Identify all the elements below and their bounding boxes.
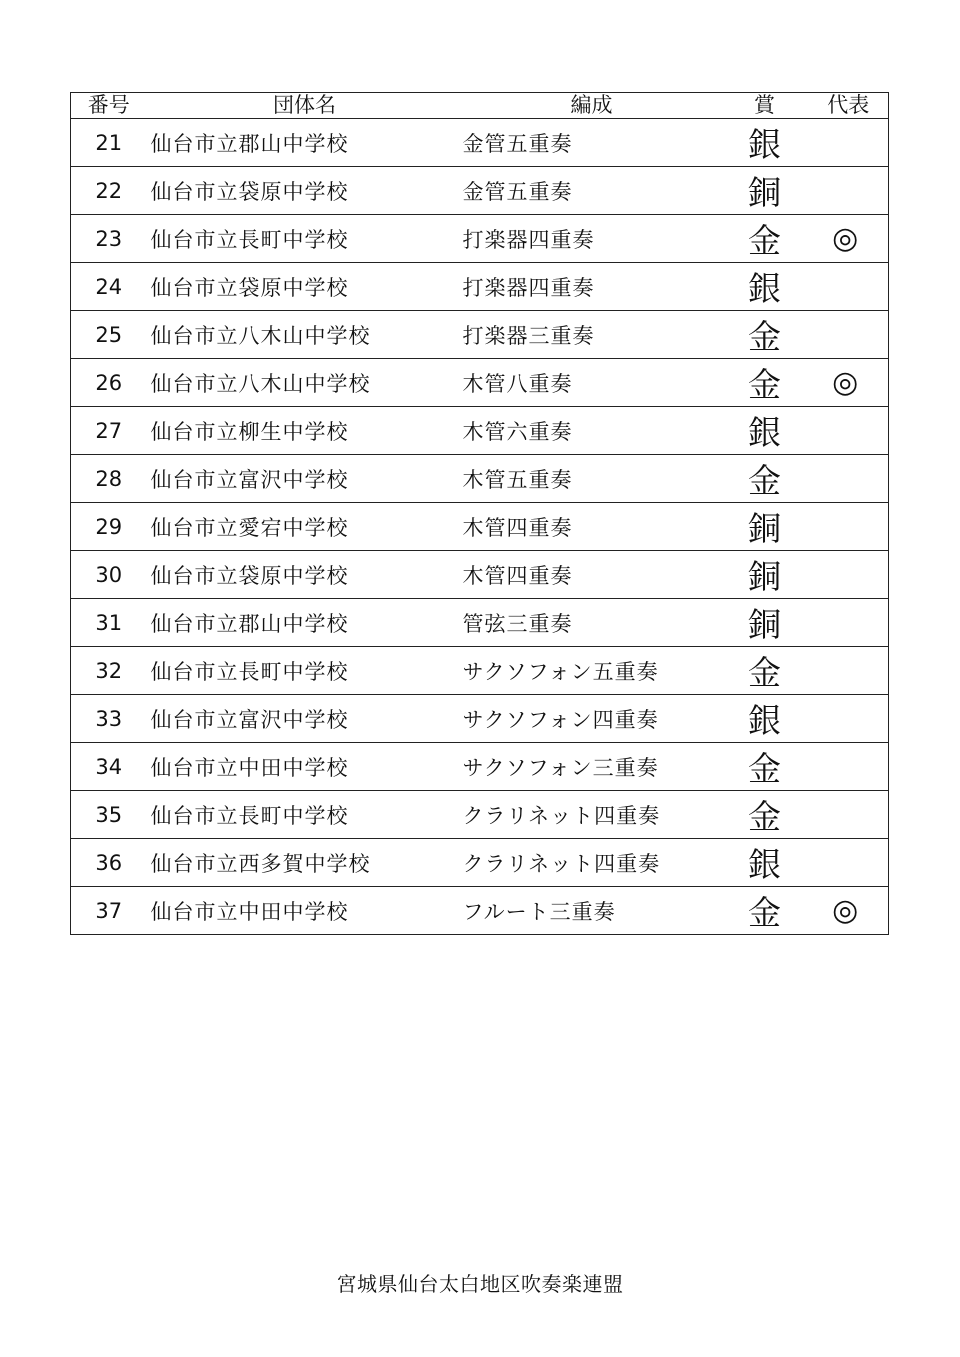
cell-representative — [809, 791, 889, 839]
cell-formation: 打楽器三重奏 — [463, 311, 721, 359]
table-row — [71, 695, 889, 743]
cell-group: 仙台市立袋原中学校 — [147, 551, 463, 599]
cell-formation: 木管六重奏 — [463, 407, 721, 455]
cell-award: 銅 — [721, 167, 809, 215]
cell-formation: サクソフォン五重奏 — [463, 647, 721, 695]
table-row — [71, 119, 889, 167]
cell-representative — [809, 311, 889, 359]
cell-award: 金 — [721, 311, 809, 359]
table-row — [71, 455, 889, 503]
cell-group: 仙台市立袋原中学校 — [147, 263, 463, 311]
cell-formation: 木管四重奏 — [463, 551, 721, 599]
cell-representative: ◎ — [809, 215, 889, 263]
cell-number: 22 — [71, 167, 147, 215]
cell-representative — [809, 263, 889, 311]
table-row — [71, 215, 889, 263]
results-body — [71, 119, 889, 935]
table-header-row — [71, 93, 889, 119]
cell-award: 金 — [721, 359, 809, 407]
cell-formation: サクソフォン三重奏 — [463, 743, 721, 791]
cell-number: 24 — [71, 263, 147, 311]
table-row — [71, 263, 889, 311]
cell-formation: 金管五重奏 — [463, 119, 721, 167]
cell-award: 金 — [721, 887, 809, 935]
cell-award: 銀 — [721, 695, 809, 743]
table-row — [71, 647, 889, 695]
cell-number: 26 — [71, 359, 147, 407]
cell-representative — [809, 551, 889, 599]
header-award: 賞 — [721, 93, 809, 119]
cell-group: 仙台市立長町中学校 — [147, 647, 463, 695]
cell-formation: 木管四重奏 — [463, 503, 721, 551]
cell-formation: サクソフォン四重奏 — [463, 695, 721, 743]
cell-number: 34 — [71, 743, 147, 791]
cell-representative — [809, 407, 889, 455]
table-row — [71, 407, 889, 455]
cell-group: 仙台市立八木山中学校 — [147, 359, 463, 407]
header-number: 番号 — [71, 93, 147, 119]
cell-number: 37 — [71, 887, 147, 935]
cell-number: 28 — [71, 455, 147, 503]
cell-representative: ◎ — [809, 359, 889, 407]
cell-number: 32 — [71, 647, 147, 695]
cell-group: 仙台市立中田中学校 — [147, 887, 463, 935]
table-row — [71, 167, 889, 215]
cell-group: 仙台市立愛宕中学校 — [147, 503, 463, 551]
cell-number: 23 — [71, 215, 147, 263]
cell-number: 35 — [71, 791, 147, 839]
cell-representative — [809, 599, 889, 647]
cell-group: 仙台市立柳生中学校 — [147, 407, 463, 455]
cell-representative — [809, 455, 889, 503]
cell-group: 仙台市立八木山中学校 — [147, 311, 463, 359]
cell-number: 33 — [71, 695, 147, 743]
cell-award: 銅 — [721, 599, 809, 647]
table-row — [71, 887, 889, 935]
cell-group: 仙台市立富沢中学校 — [147, 455, 463, 503]
cell-award: 金 — [721, 215, 809, 263]
header-formation: 編成 — [463, 93, 721, 119]
cell-award: 銀 — [721, 407, 809, 455]
cell-group: 仙台市立西多賀中学校 — [147, 839, 463, 887]
cell-award: 銅 — [721, 503, 809, 551]
cell-group: 仙台市立中田中学校 — [147, 743, 463, 791]
table-row — [71, 599, 889, 647]
cell-award: 銀 — [721, 263, 809, 311]
cell-formation: 金管五重奏 — [463, 167, 721, 215]
cell-number: 21 — [71, 119, 147, 167]
cell-award: 銅 — [721, 551, 809, 599]
table-row — [71, 359, 889, 407]
table-row — [71, 839, 889, 887]
cell-number: 29 — [71, 503, 147, 551]
cell-formation: 木管五重奏 — [463, 455, 721, 503]
cell-representative — [809, 119, 889, 167]
cell-group: 仙台市立長町中学校 — [147, 791, 463, 839]
cell-representative: ◎ — [809, 887, 889, 935]
table-row — [71, 791, 889, 839]
cell-group: 仙台市立郡山中学校 — [147, 119, 463, 167]
table-row — [71, 743, 889, 791]
cell-number: 27 — [71, 407, 147, 455]
cell-number: 25 — [71, 311, 147, 359]
footer-organization: 宮城県仙台太白地区吹奏楽連盟 — [336, 1272, 624, 1296]
cell-representative — [809, 503, 889, 551]
results-table — [70, 92, 889, 935]
cell-formation: クラリネット四重奏 — [463, 791, 721, 839]
header-group: 団体名 — [147, 93, 463, 119]
cell-representative — [809, 743, 889, 791]
cell-formation: クラリネット四重奏 — [463, 839, 721, 887]
cell-award: 金 — [721, 743, 809, 791]
header-representative: 代表 — [809, 93, 889, 119]
cell-representative — [809, 647, 889, 695]
cell-award: 銀 — [721, 119, 809, 167]
cell-group: 仙台市立郡山中学校 — [147, 599, 463, 647]
cell-award: 金 — [721, 455, 809, 503]
cell-formation: 打楽器四重奏 — [463, 263, 721, 311]
cell-formation: 木管八重奏 — [463, 359, 721, 407]
table-row — [71, 503, 889, 551]
cell-award: 銀 — [721, 839, 809, 887]
cell-formation: フルート三重奏 — [463, 887, 721, 935]
table-row — [71, 311, 889, 359]
cell-representative — [809, 167, 889, 215]
cell-award: 金 — [721, 647, 809, 695]
cell-group: 仙台市立長町中学校 — [147, 215, 463, 263]
cell-group: 仙台市立袋原中学校 — [147, 167, 463, 215]
cell-formation: 打楽器四重奏 — [463, 215, 721, 263]
cell-representative — [809, 839, 889, 887]
cell-number: 30 — [71, 551, 147, 599]
cell-award: 金 — [721, 791, 809, 839]
cell-representative — [809, 695, 889, 743]
cell-number: 36 — [71, 839, 147, 887]
table-row — [71, 551, 889, 599]
cell-formation: 管弦三重奏 — [463, 599, 721, 647]
cell-group: 仙台市立富沢中学校 — [147, 695, 463, 743]
cell-number: 31 — [71, 599, 147, 647]
